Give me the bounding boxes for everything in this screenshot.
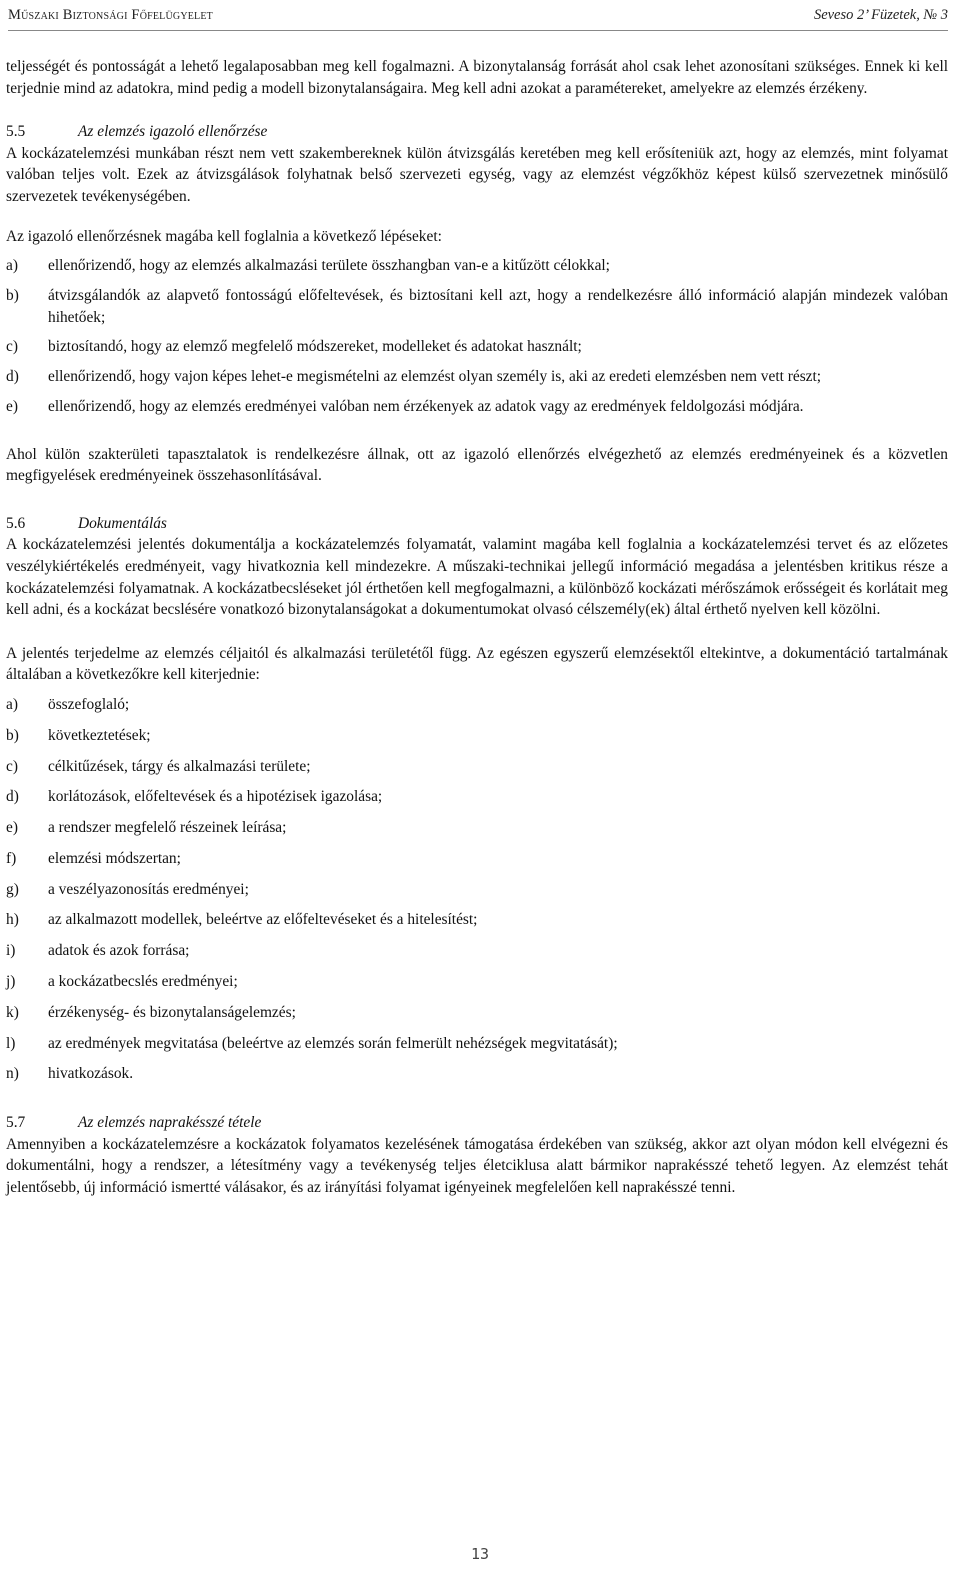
list-item-label: i) [6, 942, 16, 960]
section-heading-5-6 [6, 513, 948, 535]
list-item [6, 1033, 948, 1055]
list-item-text: célkitűzések, tárgy és alkalmazási területe; [48, 757, 311, 775]
list-item [6, 725, 948, 747]
list-item-label: b) [6, 286, 19, 304]
list-item-label: e) [6, 397, 18, 415]
header-organization: Műszaki Biztonsági Főfelügyelet [8, 7, 213, 23]
list-item-label: d) [6, 368, 19, 386]
list-item [6, 848, 948, 870]
list-item [6, 1002, 948, 1024]
section-5-6-paragraph-1: A kockázatelemzési jelentés dokumentálja a kockázatelemzés folyamatát, valamint magába kell foglalnia a kockázatelemzési tervet és az előzetes veszélykiértékelés eredményeit, vagy hivatkoznia kell mindezekre. A műszaki-technikai jellegű információ megadása a jelentésben kritikus része a kockázatelemzési folyamatnak. A kockázatbecsléseket jól érthetően kell megfogalmazni, a különböző kockázati mérőszámok erősségeit és korlátait meg kell adni, és a kockázat becslésére vonatkozó bizonytalanságokat a dokumentumokat olvasó célszemély(ek) által érthető nyelven kell közölni. [6, 536, 948, 619]
list-item-label: l) [6, 1034, 16, 1052]
list-item [6, 396, 948, 418]
list-item [6, 817, 948, 839]
list-item-text: ellenőrizendő, hogy vajon képes lehet-e megismételni az elemzést olyan személy is, aki az eredeti elemzésben nem vett részt; [48, 368, 822, 386]
list-item [6, 285, 948, 328]
list-item-label: a) [6, 696, 18, 713]
section-5-5-paragraph-2: Az igazoló ellenőrzésnek magába kell foglalnia a következő lépéseket: [6, 227, 442, 245]
list-item-text: ellenőrizendő, hogy az elemzés eredményei valóban nem érzékenyek az adatok vagy az eredmények feldolgozási módjára. [48, 397, 804, 415]
section-5-5-paragraph-1: A kockázatelemzési munkában részt nem vett szakembereknek külön átvizsgálás keretében meg kell erősíteniük azt, hogy az elemzés, mint folyamat valóban teljes volt. Ezek az átvizsgálások folyhatnak belső szervezeti egység, vagy az elemzést végzőkhöz képest külső szervezetnek minősülő szervezetek tevékenységében. [6, 144, 948, 205]
list-item-text: az eredmények megvitatása (beleértve az elemzés során felmerült nehézségek megvitatását); [48, 1034, 618, 1052]
list-item [6, 971, 948, 993]
list-item-label: j) [6, 973, 16, 991]
list-item-text: elemzési módszertan; [48, 849, 181, 867]
list-item-label: h) [6, 911, 19, 929]
list-item [6, 1063, 948, 1085]
page-number: 13 [470, 1545, 490, 1563]
verification-steps-list [6, 255, 948, 417]
section-5-7-paragraph-1: Amennyiben a kockázatelemzésre a kockázatok folyamatos kezelésének támogatása érdekében van szükség, akkor azt olyan módon kell elvégezni és dokumentálni, hogy a rendszer, a létesítmény vagy a tevékenység teljes életciklusa alatt bármikor naprakésszé tehető legyen. Az elemzést tehát jelentősebb, új információ ismertté válásakor, és az irányítási folyamat igényeinek megfelelően kell naprakésszé tenni. [6, 1135, 948, 1196]
list-item [6, 879, 948, 901]
list-item-label: a) [6, 257, 18, 275]
section-number: 5.7 [6, 1114, 26, 1132]
list-item [6, 694, 948, 716]
list-item [6, 366, 948, 388]
section-title: Dokumentálás [78, 514, 167, 532]
list-item-text: összefoglaló; [48, 696, 130, 713]
report-contents-list [6, 694, 948, 1085]
list-item-text: az alkalmazott modellek, beleértve az előfeltevéseket és a hitelesítést; [48, 911, 478, 929]
list-item-text: adatok és azok forrása; [48, 942, 190, 960]
list-item [6, 756, 948, 778]
list-item-text: átvizsgálandók az alapvető fontosságú előfeltevések, és biztosítani kell azt, hogy a rendelkezésre álló információ alapján mindezek valóban hihetőek; [48, 286, 948, 326]
list-item-label: e) [6, 819, 18, 837]
list-item-label: b) [6, 726, 19, 744]
section-number: 5.5 [6, 123, 26, 141]
list-item-text: a veszélyazonosítás eredményei; [48, 880, 249, 898]
list-item-label: d) [6, 788, 19, 806]
list-item-label: c) [6, 338, 18, 356]
section-5-5-paragraph-3: Ahol külön szakterületi tapasztalatok is rendelkezésre állnak, ott az igazoló ellenőrzés elvégezhető az elemzés eredményeinek és a közvetlen megfigyelések eredményeinek összehasonlításával. [6, 445, 948, 485]
list-item-text: érzékenység- és bizonytalanságelemzés; [48, 1003, 296, 1021]
intro-paragraph: teljességét és pontosságát a lehető legalaposabban meg kell fogalmazni. A bizonytalanság forrását ahol csak lehet azonosítani szükséges. Ennek ki kell terjednie mind az adatokra, mind pedig a modell bizonytalanságaira. Meg kell adni azokat a paramétereket, amelyekre az elemzés érzékeny. [6, 58, 948, 97]
section-heading-5-5 [6, 121, 948, 143]
list-item-text: korlátozások, előfeltevések és a hipotézisek igazolása; [48, 788, 383, 806]
list-item-text: hivatkozások. [48, 1065, 134, 1083]
running-header [8, 4, 948, 31]
list-item-label: g) [6, 880, 19, 898]
list-item [6, 336, 948, 358]
list-item-text: a kockázatbecslés eredményei; [48, 973, 238, 991]
section-title: Az elemzés igazoló ellenőrzése [78, 123, 268, 141]
list-item-text: ellenőrizendő, hogy az elemzés alkalmazási területe összhangban van-e a kitűzött célokkal; [48, 257, 610, 275]
section-heading-5-7 [6, 1112, 948, 1134]
list-item-text: biztosítandó, hogy az elemző megfelelő módszereket, modelleket és adatokat használt; [48, 338, 582, 356]
document-body [6, 56, 948, 1199]
list-item [6, 786, 948, 808]
list-item-text: következtetések; [48, 726, 151, 744]
list-item [6, 909, 948, 931]
section-title: Az elemzés naprakésszé tétele [78, 1114, 262, 1132]
list-item-label: k) [6, 1003, 19, 1021]
list-item-label: n) [6, 1065, 19, 1083]
list-item [6, 255, 948, 277]
header-series-title: Seveso 2’ Füzetek, № 3 [813, 7, 948, 23]
list-item-label: c) [6, 757, 18, 775]
section-5-6-paragraph-2: A jelentés terjedelme az elemzés céljaitól és alkalmazási területétől függ. Az egészen egyszerű elemzésektől eltekintve, a dokumentáció tartalmának általában a következőkre kell kiterjednie: [6, 644, 948, 684]
list-item [6, 940, 948, 962]
list-item-label: f) [6, 849, 17, 867]
list-item-text: a rendszer megfelelő részeinek leírása; [48, 819, 287, 837]
section-number: 5.6 [6, 514, 26, 532]
